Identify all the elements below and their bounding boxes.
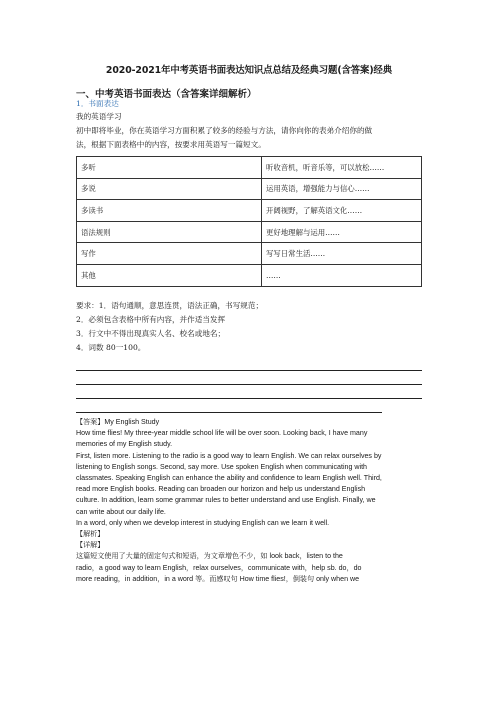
answer-line: culture. In addition, learn some grammar rules to better understand and use English. Finally, we (76, 496, 376, 505)
table-row (77, 221, 422, 243)
table-cell-content: 运用英语，增强能力与信心…… (262, 178, 422, 200)
question-topic: 我的英语学习 (76, 112, 122, 121)
table-cell-label: 多读书 (77, 200, 262, 222)
table-cell-content: 听收音机，听音乐等，可以放松…… (262, 157, 422, 179)
requirement-line: 4．词数 80一100。 (76, 343, 146, 352)
answer-line: First, listen more. Listening to the radio is a good way to learn English. We can relax ourselves by (76, 451, 382, 460)
question-number-title: 1．书面表达 (76, 99, 119, 108)
analysis-label: 【解析】 (76, 530, 105, 539)
detail-line: more reading，in addition，in a word 等。而感叹句 How time flies!，倒装句 only when we (76, 574, 360, 583)
answer-line: classmates. Speaking English can enhance the ability and confidence to learn English well. Third, (76, 474, 382, 483)
document-title: 2020-2021年中考英语书面表达知识点总结及经典习题(含答案)经典 (105, 65, 393, 76)
table-row (77, 264, 422, 286)
answer-heading: 【答案】My English Study (76, 418, 160, 426)
table-cell-content: …… (262, 264, 422, 286)
answer-blank-line (76, 398, 422, 399)
table-row (77, 200, 422, 222)
requirement-line: 2．必须包含表格中所有内容，并作适当发挥 (76, 315, 226, 324)
answer-line: In a word, only when we develop interest in studying English can we learn it well. (76, 518, 330, 527)
content-table (76, 156, 422, 287)
answer-line: memories of my English study. (76, 440, 173, 449)
instruction-line-2: 法，根据下面表格中的内容，按要求用英语写一篇短文。 (76, 140, 266, 149)
table-cell-label: 多听 (77, 157, 262, 179)
table-cell-label: 其他 (77, 264, 262, 286)
requirement-line: 3．行文中不得出现真实人名、校名或地名； (76, 329, 226, 338)
table-row (77, 243, 422, 265)
table-row (77, 157, 422, 179)
detail-line: radio，a good way to learn English，relax ourselves，communicate with，help sb. do，do (76, 563, 362, 572)
table-cell-content: 更好地理解与运用…… (262, 221, 422, 243)
table-row (77, 178, 422, 200)
table-cell-label: 写作 (77, 243, 262, 265)
answer-line: listening to English songs. Second, say more. Use spoken English when communicating with (76, 462, 367, 471)
requirement-line: 要求：1．语句通顺，意思连贯，语法正确，书写规范； (76, 301, 264, 310)
detail-label: 【详解】 (76, 541, 105, 550)
answer-blank-line (76, 412, 382, 413)
table-cell-label: 语法规则 (77, 221, 262, 243)
answer-line: read more English books. Reading can broaden our horizon and help us understand English (76, 485, 366, 494)
answer-blank-line (76, 370, 422, 371)
instruction-line-1: 初中即将毕业，你在英语学习方面积累了较多的经验与方法，请你向你的表弟介绍你的做 (76, 126, 373, 135)
answer-block (76, 417, 382, 585)
detail-line: 这篇短文使用了大量的固定句式和短语，为文章增色不少，如 look back，listen to the (76, 552, 343, 561)
answer-line: can write about our daily life. (76, 507, 166, 516)
answer-line: How time flies! My three-year middle school life will be over soon. Looking back, I have many (76, 429, 368, 438)
table-cell-content: 开阔视野，了解英语文化…… (262, 200, 422, 222)
table-cell-label: 多说 (77, 178, 262, 200)
section-heading: 一、中考英语书面表达（含答案详细解析） (76, 89, 257, 100)
answer-blank-line (76, 384, 422, 385)
table-cell-content: 写写日常生活…… (262, 243, 422, 265)
